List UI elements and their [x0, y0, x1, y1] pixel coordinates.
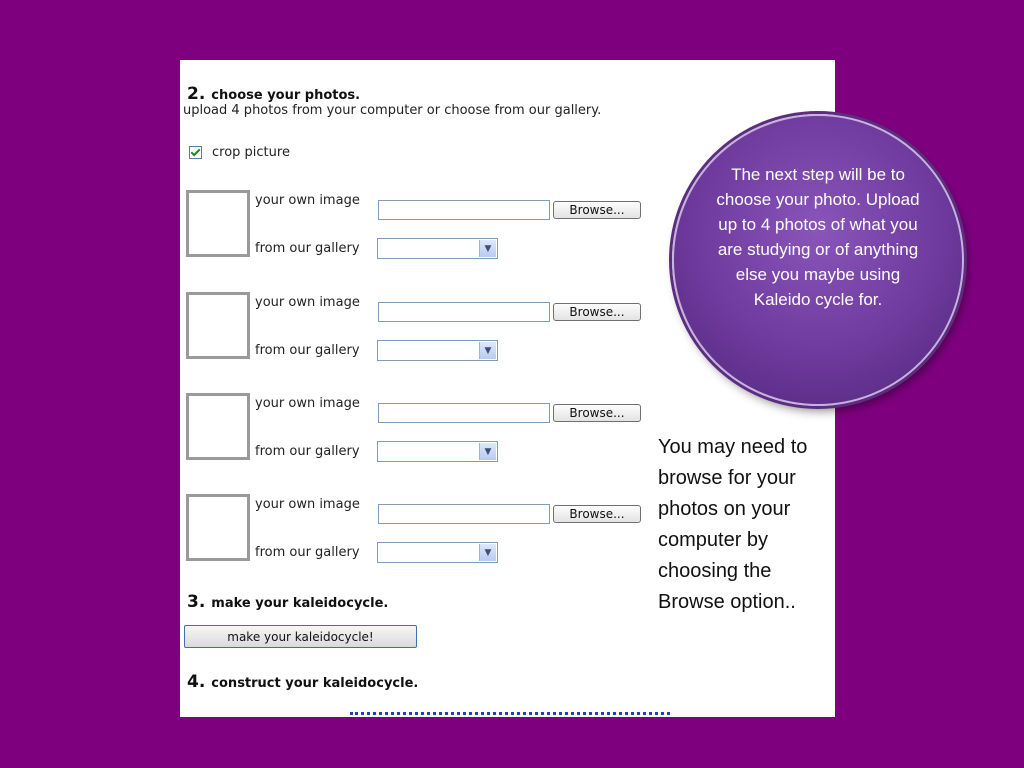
- own-image-input-2[interactable]: [378, 302, 550, 322]
- chevron-down-icon: ▼: [479, 443, 496, 460]
- step-4-title: construct your kaleidocycle.: [211, 676, 419, 691]
- own-image-input-3[interactable]: [378, 403, 550, 423]
- step-4-number: 4.: [187, 672, 206, 692]
- own-image-label: your own image: [255, 396, 360, 411]
- cropped-link-row: [350, 712, 670, 717]
- own-image-label: your own image: [255, 295, 360, 310]
- step-2-heading: [187, 84, 360, 104]
- gallery-label: from our gallery: [255, 343, 360, 358]
- gallery-label: from our gallery: [255, 444, 360, 459]
- chevron-down-icon: ▼: [479, 544, 496, 561]
- step-3-title: make your kaleidocycle.: [211, 596, 389, 611]
- gallery-label: from our gallery: [255, 241, 360, 256]
- step-2-title: choose your photos.: [211, 88, 361, 103]
- step-2-number: 2.: [187, 84, 206, 104]
- callout-bubble: [672, 114, 964, 406]
- crop-picture-option[interactable]: [189, 145, 290, 160]
- photo-thumbnail-1: [186, 190, 250, 257]
- browse-button-3[interactable]: Browse...: [553, 404, 641, 422]
- photo-row-4: [186, 494, 646, 564]
- browse-button-1[interactable]: Browse...: [553, 201, 641, 219]
- photo-row-1: [186, 190, 646, 260]
- step-3-heading: [187, 592, 388, 612]
- photo-thumbnail-4: [186, 494, 250, 561]
- photo-row-2: [186, 292, 646, 362]
- browse-button-4[interactable]: Browse...: [553, 505, 641, 523]
- photo-row-3: [186, 393, 646, 463]
- own-image-label: your own image: [255, 497, 360, 512]
- photo-thumbnail-3: [186, 393, 250, 460]
- gallery-select-4[interactable]: [377, 542, 498, 563]
- gallery-select-3[interactable]: [377, 441, 498, 462]
- chevron-down-icon: ▼: [479, 240, 496, 257]
- photo-thumbnail-2: [186, 292, 250, 359]
- gallery-select-1[interactable]: [377, 238, 498, 259]
- upload-instructions: upload 4 photos from your computer or choose from our gallery.: [183, 103, 602, 118]
- browse-hint-text: You may need to browse for your photos on your computer by choosing the Browse option..: [658, 436, 808, 613]
- gallery-label: from our gallery: [255, 545, 360, 560]
- gallery-select-2[interactable]: [377, 340, 498, 361]
- crop-label: crop picture: [212, 145, 290, 160]
- callout-text: The next step will be to choose your photo. Upload up to 4 photos of what you are studying or of anything else you maybe using Kaleido cycle for.: [716, 165, 920, 309]
- chevron-down-icon: ▼: [479, 342, 496, 359]
- step-3-number: 3.: [187, 592, 206, 612]
- step-4-heading: [187, 672, 418, 692]
- own-image-input-1[interactable]: [378, 200, 550, 220]
- own-image-label: your own image: [255, 193, 360, 208]
- crop-checkbox[interactable]: [189, 146, 202, 159]
- make-kaleidocycle-button[interactable]: make your kaleidocycle!: [184, 625, 417, 648]
- browse-button-2[interactable]: Browse...: [553, 303, 641, 321]
- own-image-input-4[interactable]: [378, 504, 550, 524]
